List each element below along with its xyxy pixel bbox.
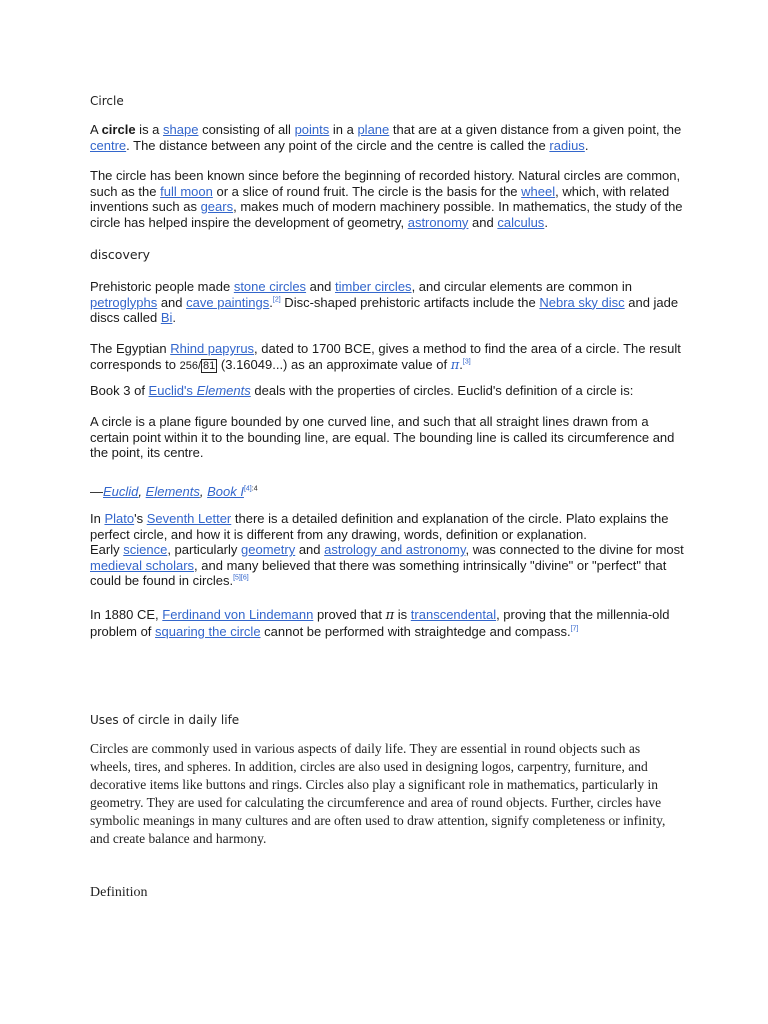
paragraph-egyptian	[90, 341, 685, 374]
early-science-line	[90, 542, 685, 589]
text: ,	[138, 484, 146, 499]
link-medieval-scholars[interactable]: medieval scholars	[90, 557, 195, 573]
link-calculus[interactable]: calculus	[497, 214, 545, 230]
link-gears[interactable]: gears	[200, 199, 234, 214]
text: The Egyptian	[90, 341, 171, 356]
text: In 1880 CE,	[90, 607, 163, 622]
link-transcendental[interactable]: transcendental	[410, 607, 497, 622]
text: , particularly	[167, 542, 242, 557]
text: is	[394, 607, 411, 622]
text: Book 3 of	[90, 383, 149, 398]
heading-uses: Uses of circle in daily life	[90, 713, 240, 727]
text: cannot be performed with straightedge and compass.	[260, 623, 571, 639]
text: that are at a given distance from a given point, the	[389, 122, 682, 137]
pi-symbol[interactable]: π	[450, 357, 460, 373]
plato-line	[90, 511, 685, 542]
reference-5-6[interactable]: [5][6]	[233, 574, 249, 582]
text: .	[584, 137, 589, 153]
link-centre[interactable]: centre	[90, 137, 127, 153]
link-cite-euclid[interactable]: Euclid	[103, 484, 139, 499]
link-full-moon[interactable]: full moon	[160, 183, 213, 199]
text: . The distance between any point of the circle and the centre is called the	[126, 137, 550, 153]
text: , which, with related inventions such as	[90, 183, 670, 214]
link-plato[interactable]: Plato	[104, 511, 135, 526]
reference-2[interactable]: [2]	[272, 296, 281, 304]
heading-circle: Circle	[90, 94, 124, 108]
link-timber-circles[interactable]: timber circles	[334, 279, 412, 294]
paragraph-history	[90, 168, 685, 230]
text: and	[157, 294, 187, 310]
text: ,	[199, 484, 208, 499]
heading-definition: Definition	[90, 885, 148, 900]
link-science[interactable]: science	[123, 542, 168, 557]
text: The circle has been known since before the beginning of recorded history. Natural circles are common, such as the	[90, 168, 681, 199]
text: consisting of all	[198, 122, 295, 137]
text: , makes much of modern machinery possible. In mathematics, the study of the circle has helped inspire the development of geometry,	[90, 199, 683, 230]
paragraph-prehistoric	[90, 279, 685, 326]
text: deals with the properties of circles. Euclid's definition of a circle is:	[250, 383, 634, 398]
paragraph-intro	[90, 122, 685, 153]
text: .	[172, 310, 176, 325]
link-shape[interactable]: shape	[163, 122, 199, 137]
fraction-separator: /	[197, 359, 202, 372]
text: A	[90, 122, 102, 137]
text: 's	[134, 511, 147, 526]
text: Prehistoric people made	[90, 279, 234, 294]
text: Disc-shaped prehistoric artifacts include the	[280, 294, 540, 310]
paragraph-uses: Circles are commonly used in various aspects of daily life. They are essential in round objects such as wheels, tires, and spheres. In addition, circles are also used in designing logos, carpentry, furniture, and decorative items like buttons and rings. Circles also play a significant role in mathematics, particularly in geometry. They are used for calculating the circumference and area of round objects. Further, circles have symbolic meanings in many cultures and are often used to draw attention, signify completeness or infinity, and create balance and harmony.	[90, 741, 666, 846]
fraction-denominator: 81	[203, 359, 216, 372]
link-astrology-astronomy[interactable]: astrology and astronomy	[324, 542, 466, 557]
pi-symbol: π	[385, 608, 395, 623]
text: and	[306, 279, 335, 294]
link-cite-book[interactable]: Book I	[207, 484, 244, 499]
link-geometry[interactable]: geometry	[241, 542, 296, 557]
text: .	[269, 294, 273, 310]
text: or a slice of round fruit. The circle is the basis for the	[212, 183, 522, 199]
text: proved that	[313, 607, 386, 622]
text: , dated to 1700 BCE, gives a method to find the area of a circle. The result corresponds to	[90, 341, 681, 372]
text: is a	[135, 122, 164, 137]
text: there is a detailed definition and explanation of the circle. Plato explains the perfect circle, and how it is different from any drawing, words, definition or explanation.	[90, 511, 669, 542]
link-points[interactable]: points	[294, 122, 330, 137]
link-cave-paintings[interactable]: cave paintings	[186, 294, 270, 310]
link-euclid[interactable]: Euclid's	[148, 383, 197, 398]
link-seventh-letter[interactable]: Seventh Letter	[146, 511, 232, 526]
link-lindemann[interactable]: Ferdinand von Lindemann	[162, 607, 314, 622]
text: .	[544, 214, 548, 230]
link-bi[interactable]: Bi	[160, 310, 173, 325]
text: and jade discs called	[90, 294, 679, 325]
bold-term: circle	[101, 122, 136, 137]
link-petroglyphs[interactable]: petroglyphs	[90, 294, 158, 310]
text: , proving that the millennia-old problem of	[90, 607, 670, 639]
link-elements[interactable]: Elements	[196, 383, 251, 398]
text: (3.16049...) as an approximate value of	[217, 356, 451, 372]
reference-3[interactable]: [3]	[462, 358, 471, 366]
reference-4[interactable]: [4]	[243, 485, 252, 493]
link-squaring-circle[interactable]: squaring the circle	[155, 623, 261, 639]
link-cite-elements[interactable]: Elements	[145, 484, 200, 499]
link-astronomy[interactable]: astronomy	[407, 214, 469, 230]
text: , and many believed that there was something intrinsically "divine" or "perfect" that could be found in circles.	[90, 557, 667, 588]
text: .	[459, 356, 463, 372]
text: Early	[90, 542, 124, 557]
paragraph-plato	[90, 511, 685, 589]
quote-citation	[90, 484, 685, 500]
link-stone-circles[interactable]: stone circles	[233, 279, 307, 294]
page-number: :4	[251, 485, 258, 493]
fraction-numerator: 256	[179, 359, 198, 372]
text: , was connected to the divine for most	[465, 542, 684, 557]
link-wheel[interactable]: wheel	[521, 183, 556, 199]
text: in a	[329, 122, 358, 137]
link-plane[interactable]: plane	[357, 122, 390, 137]
text: —	[90, 484, 103, 499]
link-rhind-papyrus[interactable]: Rhind papyrus	[170, 341, 255, 356]
heading-discovery: discovery	[90, 247, 151, 262]
text: In	[90, 511, 105, 526]
text: and	[468, 214, 498, 230]
blockquote-definition: A circle is a plane figure bounded by one curved line, and such that all straight lines drawn from a certain point within it to the bounding line, are equal. The bounding line is called its circumference and the point, its centre.	[90, 414, 675, 460]
text: , and circular elements are common in	[411, 279, 632, 294]
text: and	[295, 542, 325, 557]
link-nebra-sky-disc[interactable]: Nebra sky disc	[539, 294, 625, 310]
reference-7[interactable]: [7]	[570, 625, 579, 633]
paragraph-euclid	[90, 383, 685, 399]
link-radius[interactable]: radius	[549, 137, 585, 153]
paragraph-lindemann	[90, 607, 685, 639]
